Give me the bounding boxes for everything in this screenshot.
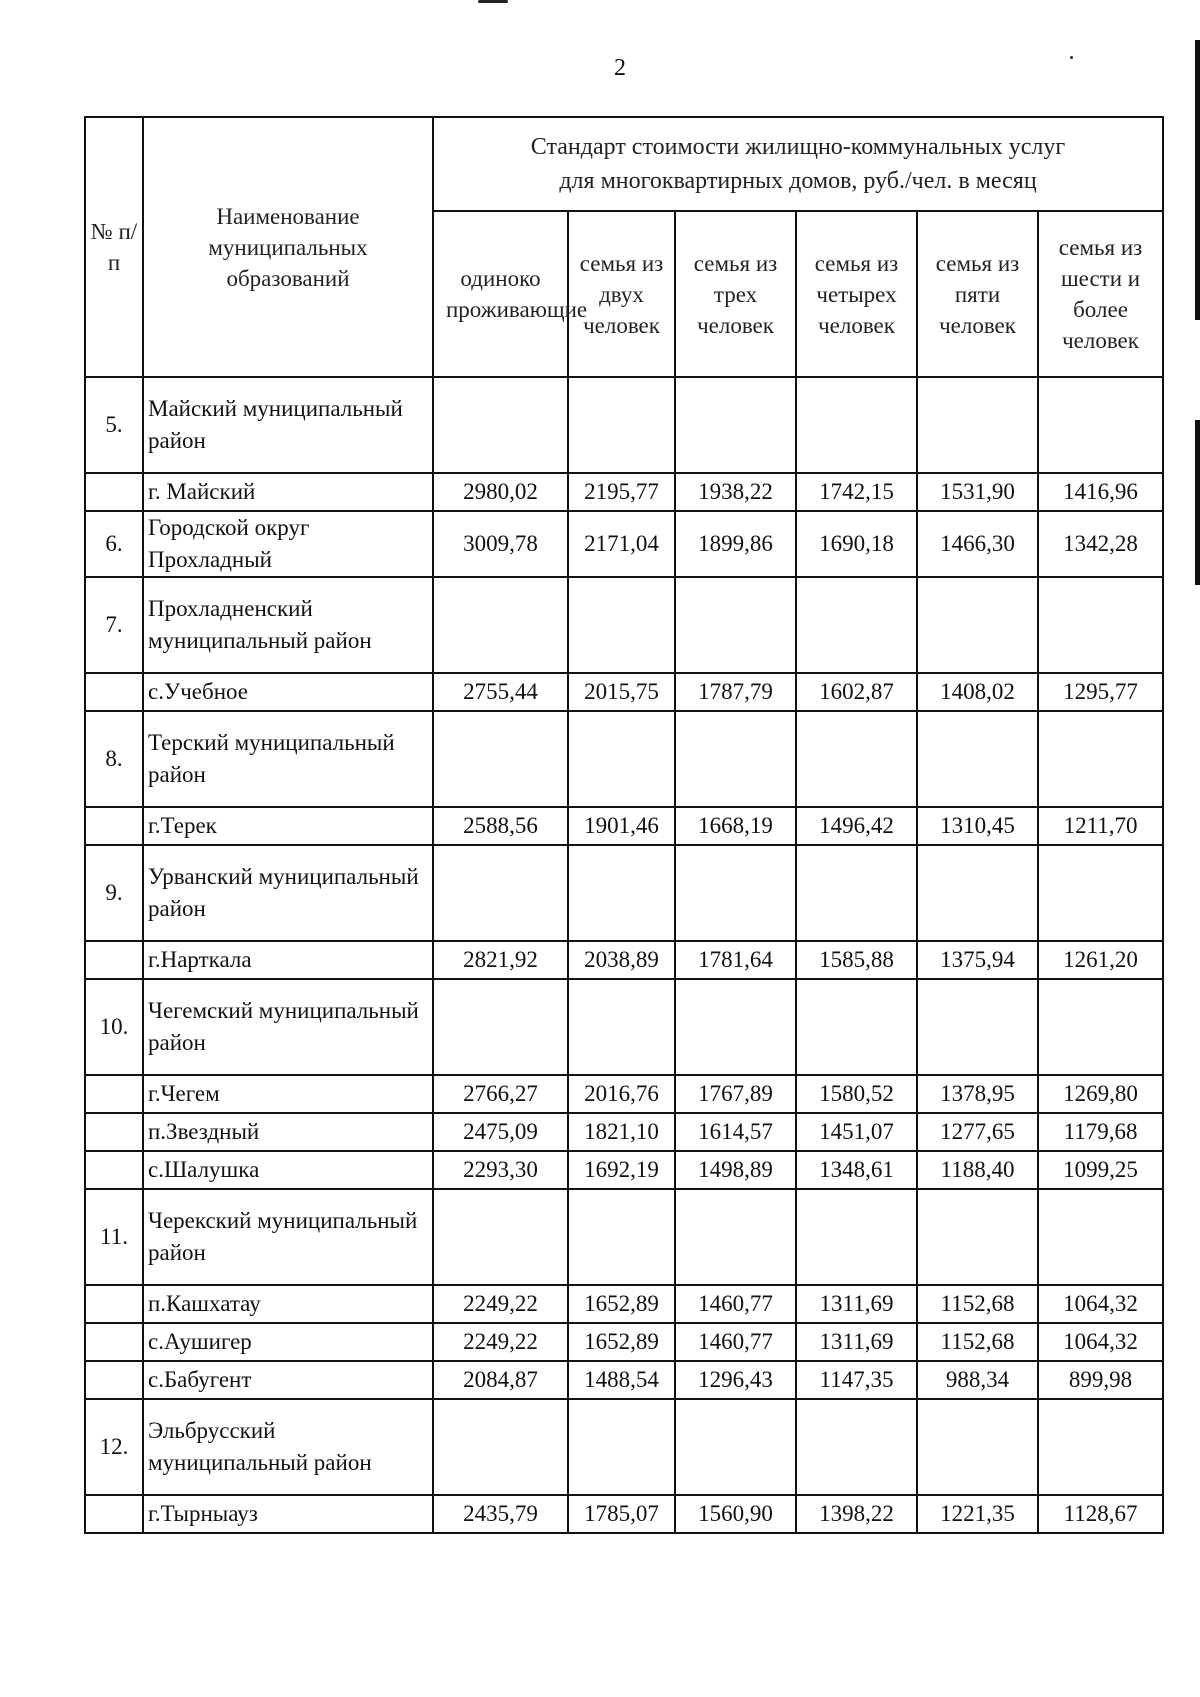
cost-value-col-6: 1211,70 [1038, 807, 1163, 845]
cost-value-col-6: 1416,96 [1038, 473, 1163, 511]
cost-value-col-1: 2588,56 [433, 807, 568, 845]
scan-edge-bar [1195, 40, 1200, 320]
cost-value-col-6: 1064,32 [1038, 1323, 1163, 1361]
cost-value-col-2 [568, 577, 675, 673]
table-row-district [85, 1189, 1163, 1285]
cost-value-col-2 [568, 377, 675, 473]
settlement-name: г.Тырныауз [143, 1495, 433, 1533]
table-row [85, 1361, 1163, 1399]
cost-value-col-3: 1781,64 [675, 941, 796, 979]
cost-value-col-4: 1398,22 [796, 1495, 917, 1533]
cost-value-col-6: 1342,28 [1038, 511, 1163, 577]
cost-value-col-5: 1310,45 [917, 807, 1038, 845]
cost-value-col-3: 1614,57 [675, 1113, 796, 1151]
district-name: Городской округ Прохладный [143, 511, 433, 577]
cost-value-col-6: 1064,32 [1038, 1285, 1163, 1323]
cost-value-col-4: 1496,42 [796, 807, 917, 845]
table-row-district [85, 711, 1163, 807]
cost-value-col-1: 2980,02 [433, 473, 568, 511]
district-name: Эльбрусский муниципальный район [143, 1399, 433, 1495]
cost-value-col-3: 1560,90 [675, 1495, 796, 1533]
cost-value-col-3 [675, 577, 796, 673]
cost-value-col-5: 1378,95 [917, 1075, 1038, 1113]
table-row [85, 1323, 1163, 1361]
cost-value-col-5 [917, 1189, 1038, 1285]
cost-value-col-5: 1152,68 [917, 1285, 1038, 1323]
row-number: 12. [85, 1399, 143, 1495]
row-number: 9. [85, 845, 143, 941]
table-body [85, 377, 1163, 1533]
cost-value-col-4 [796, 577, 917, 673]
cost-value-col-4: 1147,35 [796, 1361, 917, 1399]
housing-cost-standard-table [84, 116, 1164, 1534]
cost-value-col-4: 1311,69 [796, 1323, 917, 1361]
cost-value-col-3: 1668,19 [675, 807, 796, 845]
row-number: 7. [85, 577, 143, 673]
cost-value-col-2: 1652,89 [568, 1323, 675, 1361]
cost-value-col-2 [568, 1399, 675, 1495]
cost-value-col-3 [675, 711, 796, 807]
cost-value-col-4 [796, 1189, 917, 1285]
cost-value-col-2: 1821,10 [568, 1113, 675, 1151]
scan-edge-bar-lower [1195, 420, 1200, 585]
row-number [85, 1323, 143, 1361]
row-number: 11. [85, 1189, 143, 1285]
row-number [85, 941, 143, 979]
table-row-district [85, 577, 1163, 673]
district-name: Терский муниципальный район [143, 711, 433, 807]
cost-value-col-3: 1787,79 [675, 673, 796, 711]
cost-value-col-2: 1785,07 [568, 1495, 675, 1533]
cost-value-col-5: 1188,40 [917, 1151, 1038, 1189]
header-group [433, 117, 1163, 211]
cost-value-col-3 [675, 1189, 796, 1285]
cost-value-col-2 [568, 1189, 675, 1285]
row-number [85, 1151, 143, 1189]
header-num: № п/п [85, 117, 143, 377]
header-col-2: семья из двух человек [568, 211, 675, 377]
cost-value-col-4: 1690,18 [796, 511, 917, 577]
cost-value-col-6: 899,98 [1038, 1361, 1163, 1399]
cost-value-col-2: 2016,76 [568, 1075, 675, 1113]
row-number [85, 807, 143, 845]
cost-value-col-1: 2249,22 [433, 1285, 568, 1323]
cost-value-col-1: 2249,22 [433, 1323, 568, 1361]
scan-artifact-mark [478, 0, 508, 3]
district-name: Чегемский муниципальный район [143, 979, 433, 1075]
cost-value-col-5 [917, 979, 1038, 1075]
cost-value-col-2 [568, 845, 675, 941]
row-number [85, 1495, 143, 1533]
cost-value-col-1 [433, 979, 568, 1075]
cost-value-col-2: 1692,19 [568, 1151, 675, 1189]
cost-value-col-4 [796, 979, 917, 1075]
page-number: 2 [614, 55, 626, 81]
table-row [85, 941, 1163, 979]
cost-value-col-6 [1038, 845, 1163, 941]
settlement-name: п.Кашхатау [143, 1285, 433, 1323]
cost-value-col-3: 1899,86 [675, 511, 796, 577]
district-name: Черекский муниципальный район [143, 1189, 433, 1285]
cost-value-col-5: 1408,02 [917, 673, 1038, 711]
table-row [85, 1151, 1163, 1189]
cost-value-col-2: 2195,77 [568, 473, 675, 511]
cost-value-col-2: 2038,89 [568, 941, 675, 979]
settlement-name: г.Нарткала [143, 941, 433, 979]
cost-value-col-1: 2821,92 [433, 941, 568, 979]
table-row [85, 473, 1163, 511]
settlement-name: г.Терек [143, 807, 433, 845]
table-row [85, 1495, 1163, 1533]
cost-value-col-5: 1221,35 [917, 1495, 1038, 1533]
table-row [85, 1285, 1163, 1323]
cost-value-col-5 [917, 577, 1038, 673]
district-name: Урванский муниципальный район [143, 845, 433, 941]
cost-value-col-4 [796, 377, 917, 473]
cost-value-col-6: 1261,20 [1038, 941, 1163, 979]
cost-value-col-2: 1488,54 [568, 1361, 675, 1399]
cost-value-col-3: 1296,43 [675, 1361, 796, 1399]
cost-value-col-1: 2293,30 [433, 1151, 568, 1189]
cost-value-col-3 [675, 979, 796, 1075]
header-col-6: семья из шести и более человек [1038, 211, 1163, 377]
cost-value-col-1 [433, 377, 568, 473]
cost-value-col-3 [675, 377, 796, 473]
cost-value-col-5 [917, 845, 1038, 941]
cost-value-col-5 [917, 1399, 1038, 1495]
header-col-4: семья из четырех человек [796, 211, 917, 377]
row-number: 8. [85, 711, 143, 807]
cost-value-col-3 [675, 1399, 796, 1495]
row-number [85, 1075, 143, 1113]
header-col-3: семья из трех человек [675, 211, 796, 377]
cost-value-col-6: 1295,77 [1038, 673, 1163, 711]
cost-value-col-6: 1179,68 [1038, 1113, 1163, 1151]
cost-value-col-5 [917, 377, 1038, 473]
cost-value-col-6 [1038, 577, 1163, 673]
cost-value-col-2: 2171,04 [568, 511, 675, 577]
cost-value-col-2: 2015,75 [568, 673, 675, 711]
cost-value-col-4: 1451,07 [796, 1113, 917, 1151]
cost-value-col-1 [433, 845, 568, 941]
table-row-district [85, 845, 1163, 941]
settlement-name: с.Учебное [143, 673, 433, 711]
cost-value-col-6: 1269,80 [1038, 1075, 1163, 1113]
cost-value-col-6 [1038, 1399, 1163, 1495]
cost-value-col-5: 1375,94 [917, 941, 1038, 979]
header-group-line1: Стандарт стоимости жилищно-коммунальных услуг [530, 134, 1066, 160]
row-number [85, 1113, 143, 1151]
cost-value-col-5: 1531,90 [917, 473, 1038, 511]
cost-value-col-1 [433, 1189, 568, 1285]
cost-value-col-1: 2084,87 [433, 1361, 568, 1399]
cost-value-col-4: 1602,87 [796, 673, 917, 711]
settlement-name: с.Бабугент [143, 1361, 433, 1399]
cost-value-col-4: 1585,88 [796, 941, 917, 979]
cost-value-col-6 [1038, 979, 1163, 1075]
table-row-district [85, 377, 1163, 473]
cost-value-col-1: 3009,78 [433, 511, 568, 577]
cost-value-col-4: 1742,15 [796, 473, 917, 511]
table-row-district [85, 979, 1163, 1075]
table-row-district [85, 1399, 1163, 1495]
row-number: 10. [85, 979, 143, 1075]
header-col-1: одиноко проживающие [433, 211, 568, 377]
cost-value-col-6: 1128,67 [1038, 1495, 1163, 1533]
cost-value-col-3: 1767,89 [675, 1075, 796, 1113]
row-number [85, 1285, 143, 1323]
cost-value-col-4: 1348,61 [796, 1151, 917, 1189]
cost-value-col-6 [1038, 377, 1163, 473]
row-number [85, 473, 143, 511]
cost-value-col-3: 1460,77 [675, 1323, 796, 1361]
cost-value-col-6 [1038, 711, 1163, 807]
table-row [85, 807, 1163, 845]
settlement-name: г. Майский [143, 473, 433, 511]
row-number: 6. [85, 511, 143, 577]
row-number: 5. [85, 377, 143, 473]
cost-value-col-2 [568, 711, 675, 807]
cost-value-col-4: 1580,52 [796, 1075, 917, 1113]
cost-value-col-4 [796, 845, 917, 941]
cost-value-col-5: 1152,68 [917, 1323, 1038, 1361]
settlement-name: п.Звездный [143, 1113, 433, 1151]
district-name: Майский муниципальный район [143, 377, 433, 473]
row-number [85, 673, 143, 711]
cost-value-col-2: 1652,89 [568, 1285, 675, 1323]
cost-value-col-5 [917, 711, 1038, 807]
cost-value-col-2 [568, 979, 675, 1075]
cost-value-col-1: 2755,44 [433, 673, 568, 711]
cost-value-col-5: 988,34 [917, 1361, 1038, 1399]
table-row [85, 1075, 1163, 1113]
row-number [85, 1361, 143, 1399]
cost-value-col-1 [433, 1399, 568, 1495]
cost-value-col-4: 1311,69 [796, 1285, 917, 1323]
table-row [85, 673, 1163, 711]
cost-value-col-3: 1460,77 [675, 1285, 796, 1323]
cost-value-col-1: 2475,09 [433, 1113, 568, 1151]
cost-value-col-5: 1466,30 [917, 511, 1038, 577]
table-row-district [85, 511, 1163, 577]
cost-value-col-5: 1277,65 [917, 1113, 1038, 1151]
cost-value-col-3 [675, 845, 796, 941]
table-row [85, 1113, 1163, 1151]
cost-value-col-6 [1038, 1189, 1163, 1285]
cost-value-col-6: 1099,25 [1038, 1151, 1163, 1189]
cost-value-col-1: 2766,27 [433, 1075, 568, 1113]
header-name: Наименование муниципальных образований [143, 117, 433, 377]
cost-value-col-4 [796, 711, 917, 807]
header-col-5: семья из пяти человек [917, 211, 1038, 377]
cost-value-col-3: 1498,89 [675, 1151, 796, 1189]
settlement-name: с.Аушигер [143, 1323, 433, 1361]
cost-value-col-3: 1938,22 [675, 473, 796, 511]
cost-value-col-1 [433, 711, 568, 807]
settlement-name: г.Чегем [143, 1075, 433, 1113]
cost-value-col-4 [796, 1399, 917, 1495]
header-group-line2: для многоквартирных домов, руб./чел. в месяц [559, 168, 1037, 194]
cost-value-col-2: 1901,46 [568, 807, 675, 845]
cost-value-col-1: 2435,79 [433, 1495, 568, 1533]
settlement-name: с.Шалушка [143, 1151, 433, 1189]
district-name: Прохладненский муниципальный район [143, 577, 433, 673]
cost-value-col-1 [433, 577, 568, 673]
